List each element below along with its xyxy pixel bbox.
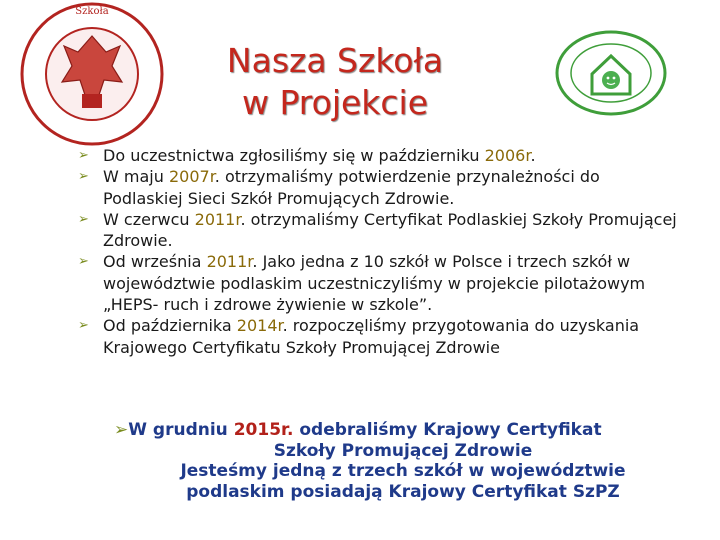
final-line-3: Jesteśmy jedną z trzech szkół w województwie (180, 461, 626, 481)
content-list (78, 145, 682, 358)
list-item: ➢ Od września 2011r. Jako jedna z 10 szkół w Polsce i trzech szkół w województwie podlaskim uczestniczyliśmy w projekcie pilotażowym „HEPS- ruch i zdrowe żywienie w szkole”. (78, 252, 646, 315)
list-item: ➢ Do uczestnictwa zgłosiliśmy się w październiku 2006r. (78, 146, 536, 165)
final-line-2: Szkoły Promującej Zdrowie (273, 440, 533, 461)
slide-title (180, 40, 490, 124)
arrow-bullet-icon: ➢ (78, 254, 89, 270)
list-item: ➢ W maju 2007r. otrzymaliśmy potwierdzenie przynależności do Podlaskiej Sieci Szkół Promujących Zdrowie. (78, 167, 600, 208)
svg-text:Szkoła: Szkoła (75, 6, 109, 17)
arrow-bullet-icon: ➢ (78, 318, 89, 334)
arrow-bullet-icon: ➢ (78, 148, 89, 163)
school-emblem-logo (8, 0, 176, 150)
title-line-1: Nasza Szkoła (226, 41, 444, 80)
health-school-logo (552, 28, 670, 118)
list-item: ➢ Od października 2014r. rozpoczęliśmy przygotowania do uzyskania Krajowego Certyfikatu Szkoły Promującej Zdrowie (78, 316, 640, 357)
list-item: ➢ W czerwcu 2011r. otrzymaliśmy Certyfikat Podlaskiej Szkoły Promującej Zdrowie. (78, 209, 677, 251)
title-line-2: w Projekcie (241, 83, 429, 122)
certificate-statement (98, 420, 708, 502)
arrow-bullet-icon: ➢ (78, 169, 89, 185)
final-line-4: podlaskim posiadają Krajowy Certyfikat SzPZ (186, 481, 620, 502)
final-line-1: ➢W grudniu 2015r. odebraliśmy Krajowy Certyfikat (114, 420, 602, 440)
arrow-bullet-icon: ➢ (78, 211, 89, 227)
arrow-bullet-icon: ➢ (114, 420, 129, 440)
